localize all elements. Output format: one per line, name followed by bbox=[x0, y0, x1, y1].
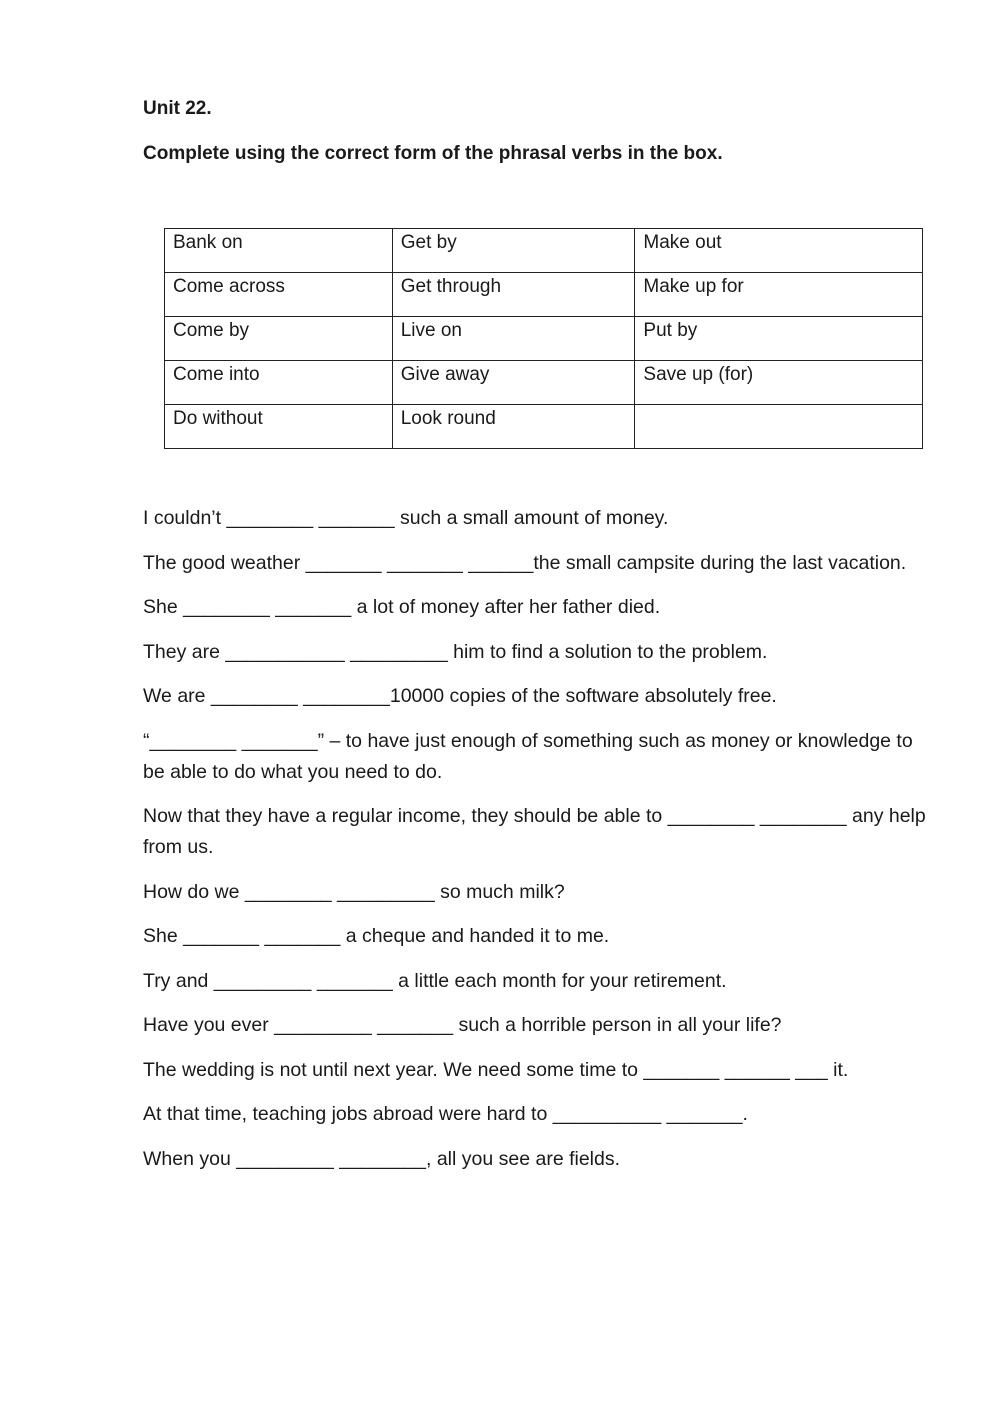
exercise-sentence: Have you ever _________ _______ such a horrible person in all your life? bbox=[143, 1014, 782, 1036]
exercise-sentence: The wedding is not until next year. We need some time to _______ ______ ___ it. bbox=[143, 1058, 849, 1081]
verb-cell-empty bbox=[635, 405, 923, 449]
verb-cell: Get by bbox=[392, 229, 635, 273]
verb-box-row bbox=[165, 361, 923, 405]
exercise-sentences bbox=[143, 503, 933, 1188]
verb-cell: Get through bbox=[392, 273, 635, 317]
verb-cell: Look round bbox=[392, 405, 635, 449]
exercise-sentence: We are ________ ________10000 copies of the software absolutely free. bbox=[143, 685, 777, 707]
verb-box-row bbox=[165, 229, 923, 273]
exercise-sentence: She ________ _______ a lot of money after her father died. bbox=[143, 596, 661, 618]
verb-cell: Give away bbox=[392, 361, 635, 405]
verb-cell: Put by bbox=[635, 317, 923, 361]
verb-box-row bbox=[165, 317, 923, 361]
verb-cell: Do without bbox=[165, 405, 393, 449]
exercise-sentence: They are ___________ _________ him to find a solution to the problem. bbox=[143, 640, 768, 663]
exercise-sentence: “________ _______” – to have just enough of something such as money or knowledge to be able to do what you need to do. bbox=[143, 729, 913, 783]
exercise-sentence: When you _________ ________, all you see are fields. bbox=[143, 1147, 621, 1170]
exercise-sentence: How do we ________ _________ so much milk? bbox=[143, 880, 565, 903]
exercise-sentence: Try and _________ _______ a little each month for your retirement. bbox=[143, 969, 727, 992]
verb-box-row bbox=[165, 273, 923, 317]
exercise-sentence: She _______ _______ a cheque and handed it to me. bbox=[143, 925, 610, 947]
verb-cell: Bank on bbox=[165, 229, 393, 273]
verb-box-row bbox=[165, 405, 923, 449]
phrasal-verb-box bbox=[164, 228, 923, 449]
verb-cell: Come by bbox=[165, 317, 393, 361]
verb-cell: Come into bbox=[165, 361, 393, 405]
verb-cell: Make up for bbox=[635, 273, 923, 317]
unit-title: Unit 22. bbox=[143, 98, 212, 119]
exercise-sentence: I couldn’t ________ _______ such a small amount of money. bbox=[143, 507, 669, 529]
verb-cell: Save up (for) bbox=[635, 361, 923, 405]
exercise-sentence: The good weather _______ _______ ______the small campsite during the last vacation. bbox=[143, 551, 907, 574]
exercise-sentence: Now that they have a regular income, they should be able to ________ ________ any help from us. bbox=[143, 805, 926, 858]
verb-cell: Live on bbox=[392, 317, 635, 361]
exercise-sentence: At that time, teaching jobs abroad were hard to __________ _______. bbox=[143, 1103, 748, 1125]
verb-cell: Come across bbox=[165, 273, 393, 317]
verb-cell: Make out bbox=[635, 229, 923, 273]
instructions: Complete using the correct form of the phrasal verbs in the box. bbox=[143, 143, 723, 164]
